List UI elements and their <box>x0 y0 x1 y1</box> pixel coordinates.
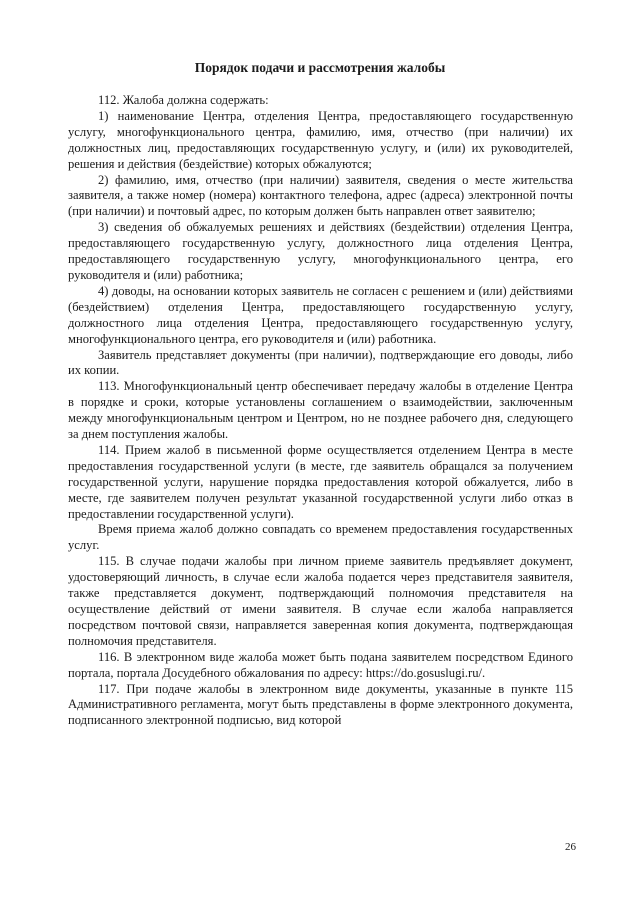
paragraph-112-item-3: 3) сведения об обжалуемых решениях и действиях (бездействии) отделения Центра, предоставляющего государственную услугу, должностного лица отделения Центра, предоставляющего государственную услугу, многофункционального центра, его руководителя и (или) работника; <box>68 220 573 282</box>
paragraph-113: 113. Многофункциональный центр обеспечивает передачу жалобы в отделение Центра в порядке и сроки, которые установлены соглашением о взаимодействии, заключенным между многофункциональным центром и Центром, но не позднее рабочего дня, следующего за днем поступления жалобы. <box>68 379 573 442</box>
document-body <box>68 93 573 729</box>
paragraph-112: 112. Жалоба должна содержать: <box>98 93 269 107</box>
section-heading: Порядок подачи и рассмотрения жалобы <box>194 60 446 75</box>
paragraph-documents: Заявитель представляет документы (при наличии), подтверждающие его доводы, либо их копии. <box>68 347 573 378</box>
paragraph-112-item-2: 2) фамилию, имя, отчество (при наличии) заявителя, сведения о месте жительства заявителя, а также номер (номера) контактного телефона, адрес (адреса) электронной почты (при наличии) и почтовый адрес, по которым должен быть направлен ответ заявителю; <box>68 172 573 219</box>
page-number: 26 <box>565 841 576 853</box>
paragraph-117: 117. При подаче жалобы в электронном виде документы, указанные в пункте 115 Административного регламента, могут быть представлены в форме электронного документа, подписанного электронной подписью, вид которой <box>68 681 573 728</box>
paragraph-115: 115. В случае подачи жалобы при личном приеме заявитель предъявляет документ, удостоверяющий личность, в случае если жалоба подается через представителя заявителя, также представляется документ, подтверждающий полномочия представителя на осуществление действий от имени заявителя. В случае если жалоба направляется посредством почтовой связи, направляется заверенная копия документа, подтверждающая полномочия представителя. <box>68 554 573 648</box>
paragraph-112-item-4: 4) доводы, на основании которых заявитель не согласен с решением и (или) действиями (бездействием) отделения Центра, предоставляющего государственную услугу, должностного лица отделения Центра, предоставляющего государственную услугу, многофункционального центра, его руководителя и (или) работника. <box>68 283 573 346</box>
paragraph-114: 114. Прием жалоб в письменной форме осуществляется отделением Центра в месте предоставления государственной услуги (в месте, где заявитель обращался за получением государственной услуги, нарушение порядка предоставления которой обжалуется, либо в месте, где заявителем получен результат указанной государственной услуги либо отказ в предоставлении государственной услуги). <box>68 442 573 521</box>
paragraph-116: 116. В электронном виде жалоба может быть подана заявителем посредством Единого портала, портала Досудебного обжалования по адресу: https://do.gosuslugi.ru/. <box>68 649 573 680</box>
paragraph-reception-time: Время приема жалоб должно совпадать со временем предоставления государственных услуг. <box>68 522 573 553</box>
paragraph-112-item-1: 1) наименование Центра, отделения Центра, предоставляющего государственную услугу, многофункционального центра, фамилию, имя, отчество (при наличии) их должностных лиц, предоставляющих государственную услугу, и (или) их руководителей, решения и действия (бездействие) которых обжалуются; <box>68 108 573 171</box>
